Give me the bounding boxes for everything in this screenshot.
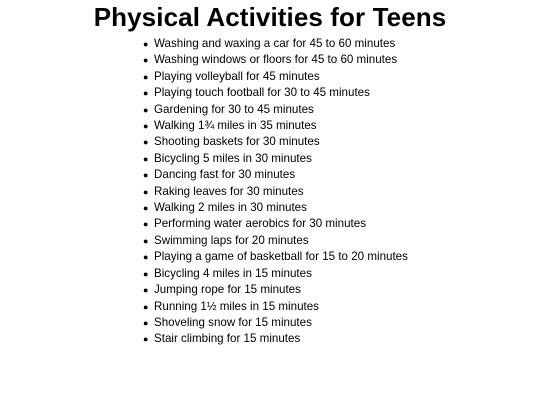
list-item — [143, 266, 408, 282]
list-item-text: Jumping rope for 15 minutes — [154, 283, 301, 297]
list-item-text: Swimming laps for 20 minutes — [154, 233, 309, 247]
bullet-icon: ● — [143, 170, 149, 181]
list-item-text: Bicycling 5 miles in 30 minutes — [154, 151, 312, 165]
bullet-icon: ● — [143, 252, 149, 263]
bullet-icon: ● — [143, 88, 149, 99]
list-item — [143, 216, 408, 232]
list-item-text: Dancing fast for 30 minutes — [154, 168, 296, 182]
list-item — [143, 36, 408, 52]
list-item — [143, 299, 408, 315]
list-item — [143, 167, 408, 183]
list-item — [143, 184, 408, 200]
bullet-icon: ● — [143, 334, 149, 345]
list-item-text: Shooting baskets for 30 minutes — [154, 135, 320, 149]
list-item-text: Walking 2 miles in 30 minutes — [154, 201, 307, 215]
list-item-text: Gardening for 30 to 45 minutes — [154, 102, 314, 116]
list-item — [143, 249, 408, 265]
list-item-text: Walking 1¾ miles in 35 minutes — [154, 119, 317, 133]
activity-list — [143, 36, 408, 348]
list-item — [143, 85, 408, 101]
list-item — [143, 331, 408, 347]
bullet-icon: ● — [143, 317, 149, 328]
bullet-icon: ● — [143, 219, 149, 230]
list-item-text: Washing windows or floors for 45 to 60 minutes — [154, 53, 398, 67]
list-item-text: Playing a game of basketball for 15 to 20 minutes — [154, 250, 408, 264]
list-item — [143, 69, 408, 85]
list-item — [143, 134, 408, 150]
bullet-icon: ● — [143, 39, 149, 49]
list-item — [143, 282, 408, 298]
list-item — [143, 151, 408, 167]
page-title: Physical Activities for Teens — [93, 2, 447, 32]
bullet-icon: ● — [143, 71, 149, 82]
bullet-icon: ● — [143, 104, 149, 115]
list-item-text: Playing touch football for 30 to 45 minutes — [154, 86, 370, 100]
list-item — [143, 102, 408, 118]
bullet-icon: ● — [143, 121, 149, 132]
list-item — [143, 118, 408, 134]
bullet-icon: ● — [143, 301, 149, 312]
list-item-text: Stair climbing for 15 minutes — [154, 332, 301, 346]
list-item — [143, 315, 408, 331]
list-item — [143, 52, 408, 68]
bullet-icon: ● — [143, 203, 149, 214]
bullet-icon: ● — [143, 55, 149, 66]
bullet-icon: ● — [143, 235, 149, 246]
list-item-text: Bicycling 4 miles in 15 minutes — [154, 266, 312, 280]
list-item-text: Washing and waxing a car for 45 to 60 minutes — [154, 37, 396, 50]
list-item-text: Running 1½ miles in 15 minutes — [154, 299, 319, 313]
list-item-text: Performing water aerobics for 30 minutes — [154, 217, 366, 231]
bullet-icon: ● — [143, 268, 149, 279]
list-item-text: Raking leaves for 30 minutes — [154, 184, 304, 198]
bullet-icon: ● — [143, 285, 149, 296]
bullet-icon: ● — [143, 153, 149, 164]
bullet-icon: ● — [143, 137, 149, 148]
list-item-text: Shoveling snow for 15 minutes — [154, 315, 312, 329]
bullet-icon: ● — [143, 186, 149, 197]
list-item — [143, 200, 408, 216]
list-item-text: Playing volleyball for 45 minutes — [154, 69, 320, 83]
list-item — [143, 233, 408, 249]
